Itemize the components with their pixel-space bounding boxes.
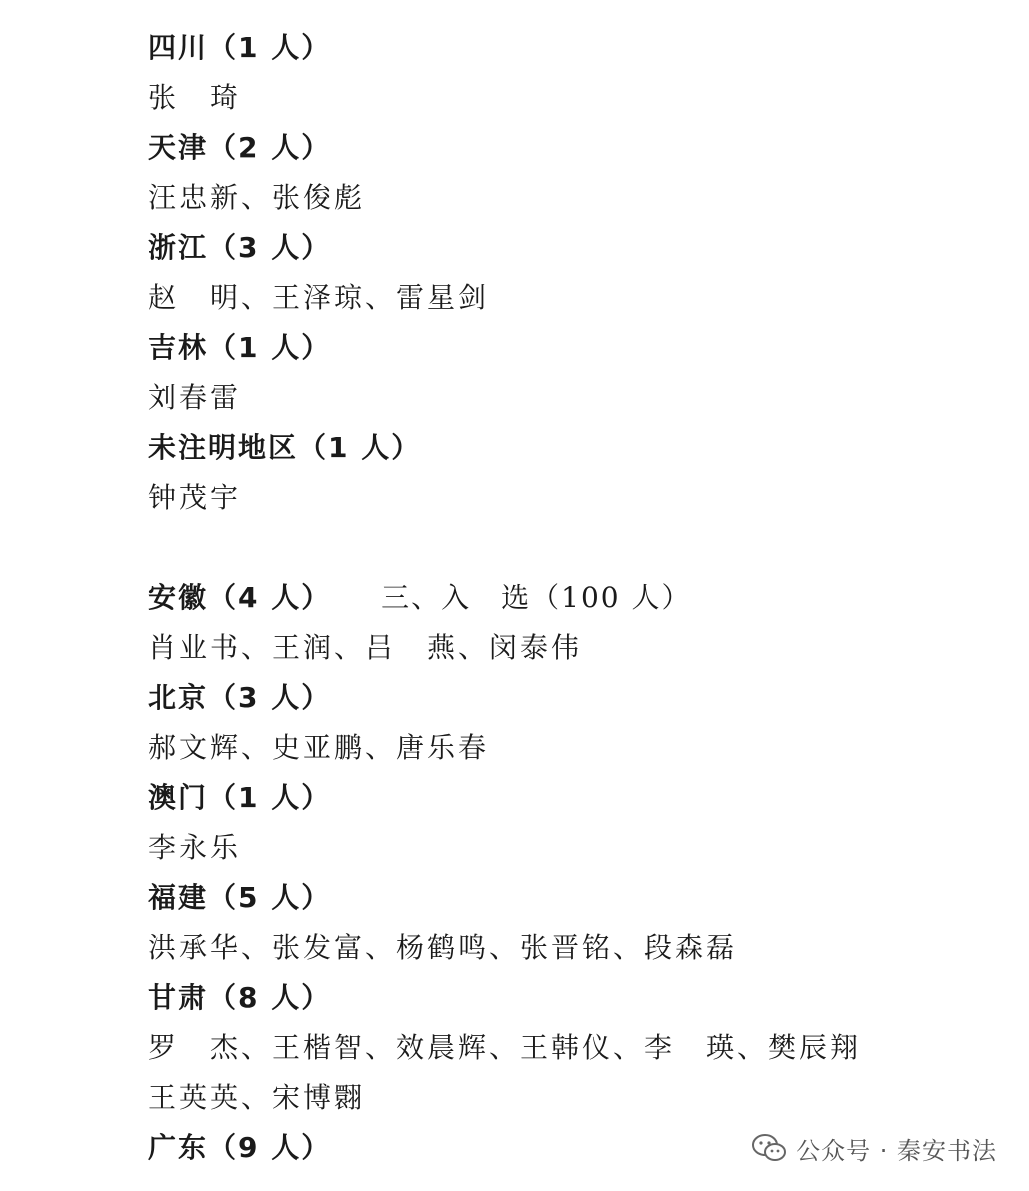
region-heading-tianjin: 天津（2 人）: [148, 131, 332, 164]
region-heading-beijing: 北京（3 人）: [148, 681, 332, 714]
section-title-text: 三、入 选（100 人）: [381, 581, 692, 614]
names-unspecified: 钟茂宇: [148, 481, 242, 514]
names-gansu-line1: 罗 杰、王楷智、效晨辉、王韩仪、李 瑛、樊辰翔: [148, 1031, 862, 1064]
region-heading-guangdong: 广东（9 人）: [148, 1131, 332, 1164]
wechat-icon: [752, 1133, 786, 1163]
region-heading-anhui: 安徽（4 人）: [148, 581, 332, 614]
region-heading-jilin: 吉林（1 人）: [148, 331, 332, 364]
names-tianjin: 汪忠新、张俊彪: [148, 181, 366, 214]
region-heading-macau: 澳门（1 人）: [148, 781, 332, 814]
watermark-text: 公众号 · 秦安书法: [796, 1136, 997, 1165]
names-jilin: 刘春雷: [148, 381, 242, 414]
region-heading-zhejiang: 浙江（3 人）: [148, 231, 332, 264]
names-beijing: 郝文辉、史亚鹏、唐乐春: [148, 731, 490, 764]
region-heading-sichuan: 四川（1 人）: [148, 31, 332, 64]
wechat-watermark: [752, 1128, 997, 1168]
names-macau: 李永乐: [148, 831, 242, 864]
names-fujian: 洪承华、张发富、杨鹤鸣、张晋铭、段森磊: [148, 931, 738, 964]
region-heading-fujian: 福建（5 人）: [148, 881, 332, 914]
region-heading-unspecified: 未注明地区（1 人）: [148, 431, 422, 464]
names-anhui: 肖业书、王润、吕 燕、闵泰伟: [148, 631, 583, 664]
names-zhejiang: 赵 明、王泽琼、雷星剑: [148, 281, 490, 314]
names-gansu-line2: 王英英、宋博翾: [148, 1081, 366, 1114]
names-sichuan: 张 琦: [148, 81, 242, 114]
region-heading-gansu: 甘肃（8 人）: [148, 981, 332, 1014]
